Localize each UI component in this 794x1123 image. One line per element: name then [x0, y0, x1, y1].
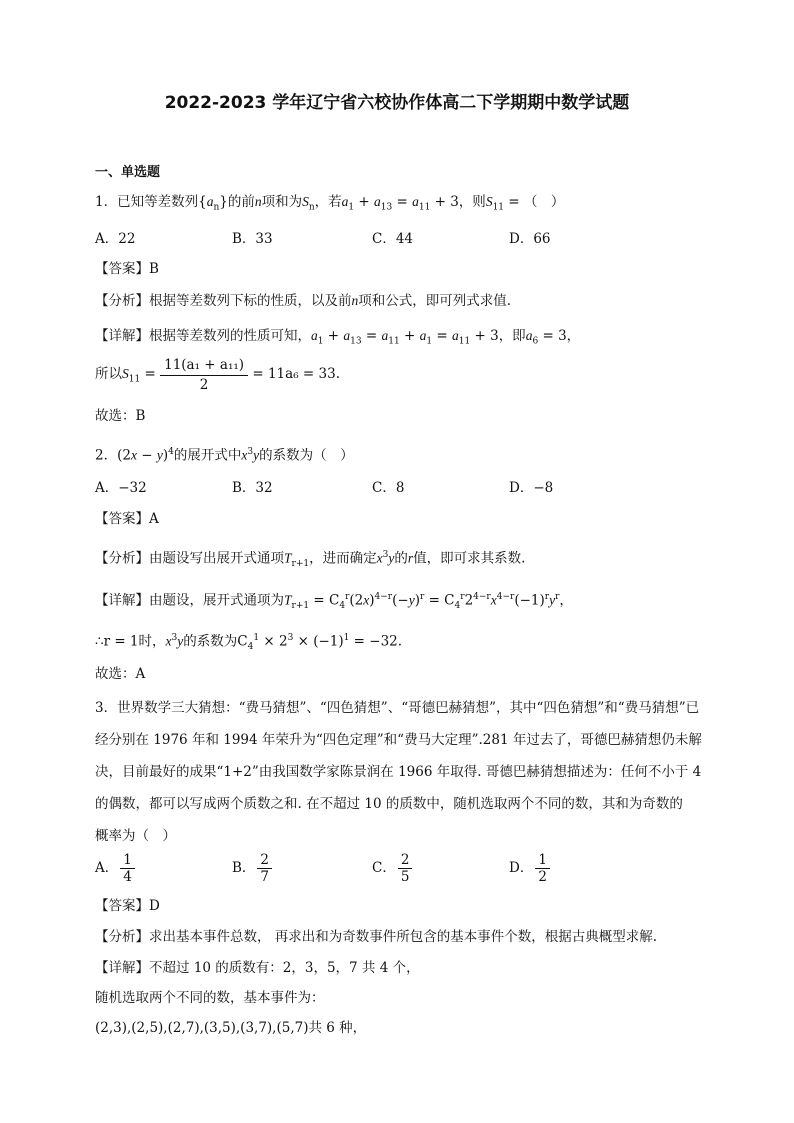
- q3-stem-line: 概率为（ ）: [95, 828, 176, 844]
- q2-option-d: D．−8: [509, 480, 554, 496]
- q3-option-d: D． $\frac{1}{2}$: [509, 852, 552, 885]
- q3-stem-line: 3．世界数学三大猜想：“费马猜想”、“四色猜想”、“哥德巴赫猜想”，其中“四色猜想”和“费马猜想”已: [95, 700, 700, 716]
- q2-stem: 2．$(2x - y)^4$的展开式中$x^3y$的系数为（ ）: [95, 447, 354, 464]
- q3-detail-line3: (2,3),(2,5),(2,7),(3,5),(3,7),(5,7)共 6 种，: [95, 1020, 367, 1036]
- section-heading: 一、单选题: [95, 165, 161, 180]
- q1-stem: 1．已知等差数列$\{a_n\}$的前n项和为$S_n$，若$a_1 + a_{13} = a_{11} + 3$，则$S_{11}$ = （ ）: [95, 194, 565, 213]
- fraction: $\frac{\text{11(a₁ + a₁₁)}}{2}$: [160, 355, 248, 394]
- q1-detail-line2: 所以$S_{11}$ = $\frac{\text{11(a₁ + a₁₁)}}{2}$ = 11a₆ = 33.: [95, 357, 340, 393]
- q2-analysis: 【分析】由题设写出展开式通项$T_{r+1}$，进而确定$x^3y$的r值，即可求其系数.: [95, 550, 526, 570]
- q2-option-a: A．−32: [95, 480, 147, 496]
- q2-detail: 【详解】由题设，展开式通项为$T_{r+1} = C_4^r(2x)^{4-r}(-y)^r = C_4^r2^{4-r}x^{4-r}(-1)^ry^r$，: [95, 592, 573, 612]
- q3-detail: 【详解】不超过 10 的质数有：2，3，5，7 共 4 个，: [95, 960, 420, 976]
- q1-answer: 【答案】B: [95, 261, 159, 277]
- q2-answer: 【答案】A: [95, 511, 159, 527]
- q3-stem-line: 决，目前最好的成果“1+2”由我国数学家陈景润在 1966 年取得. 哥德巴赫猜想描述为：任何不小于 4: [95, 764, 702, 780]
- q3-option-c: C． $\frac{2}{5}$: [372, 852, 414, 885]
- q3-analysis: 【分析】求出基本事件总数， 再求出和为奇数事件所包含的基本事件个数，根据古典概型求解.: [95, 929, 658, 945]
- q1-option-c: C．44: [372, 231, 414, 247]
- q3-option-a: A． $\frac{1}{4}$: [95, 852, 137, 885]
- q1-detail: 【详解】根据等差数列的性质可知，$a_1 + a_{13} = a_{11} + a_1 = a_{11} + 3$，即$a_6 = 3$，: [95, 328, 581, 347]
- q1-choose: 故选：B: [95, 408, 146, 424]
- q1-analysis: 【分析】根据等差数列下标的性质，以及前n项和公式，即可列式求值.: [95, 293, 512, 309]
- q2-option-b: B．32: [232, 480, 273, 496]
- q3-stem-line: 经分别在 1976 年和 1994 年荣升为“四色定理”和“费马大定理”.281 年过去了，哥德巴赫猜想仍未解: [95, 732, 702, 748]
- q2-option-c: C．8: [372, 480, 405, 496]
- q2-choose: 故选：A: [95, 666, 146, 682]
- q1-option-b: B．33: [232, 231, 273, 247]
- q3-option-b: B． $\frac{2}{7}$: [232, 852, 274, 885]
- q3-detail-line2: 随机选取两个不同的数，基本事件为：: [95, 990, 325, 1006]
- q2-detail-line2: ∴r = 1时，$x^3y$的系数为$C_4^1 \times 2^3 \times (-1)^1 = -32$.: [95, 633, 403, 653]
- q1-option-a: A．22: [95, 231, 136, 247]
- q3-stem-line: 的偶数，都可以写成两个质数之和. 在不超过 10 的质数中，随机选取两个不同的数，其和为奇数的: [95, 796, 683, 812]
- q1-option-d: D．66: [509, 231, 551, 247]
- q3-answer: 【答案】D: [95, 898, 160, 914]
- page-title: 2022-2023 学年辽宁省六校协作体高二下学期期中数学试题: [164, 93, 630, 113]
